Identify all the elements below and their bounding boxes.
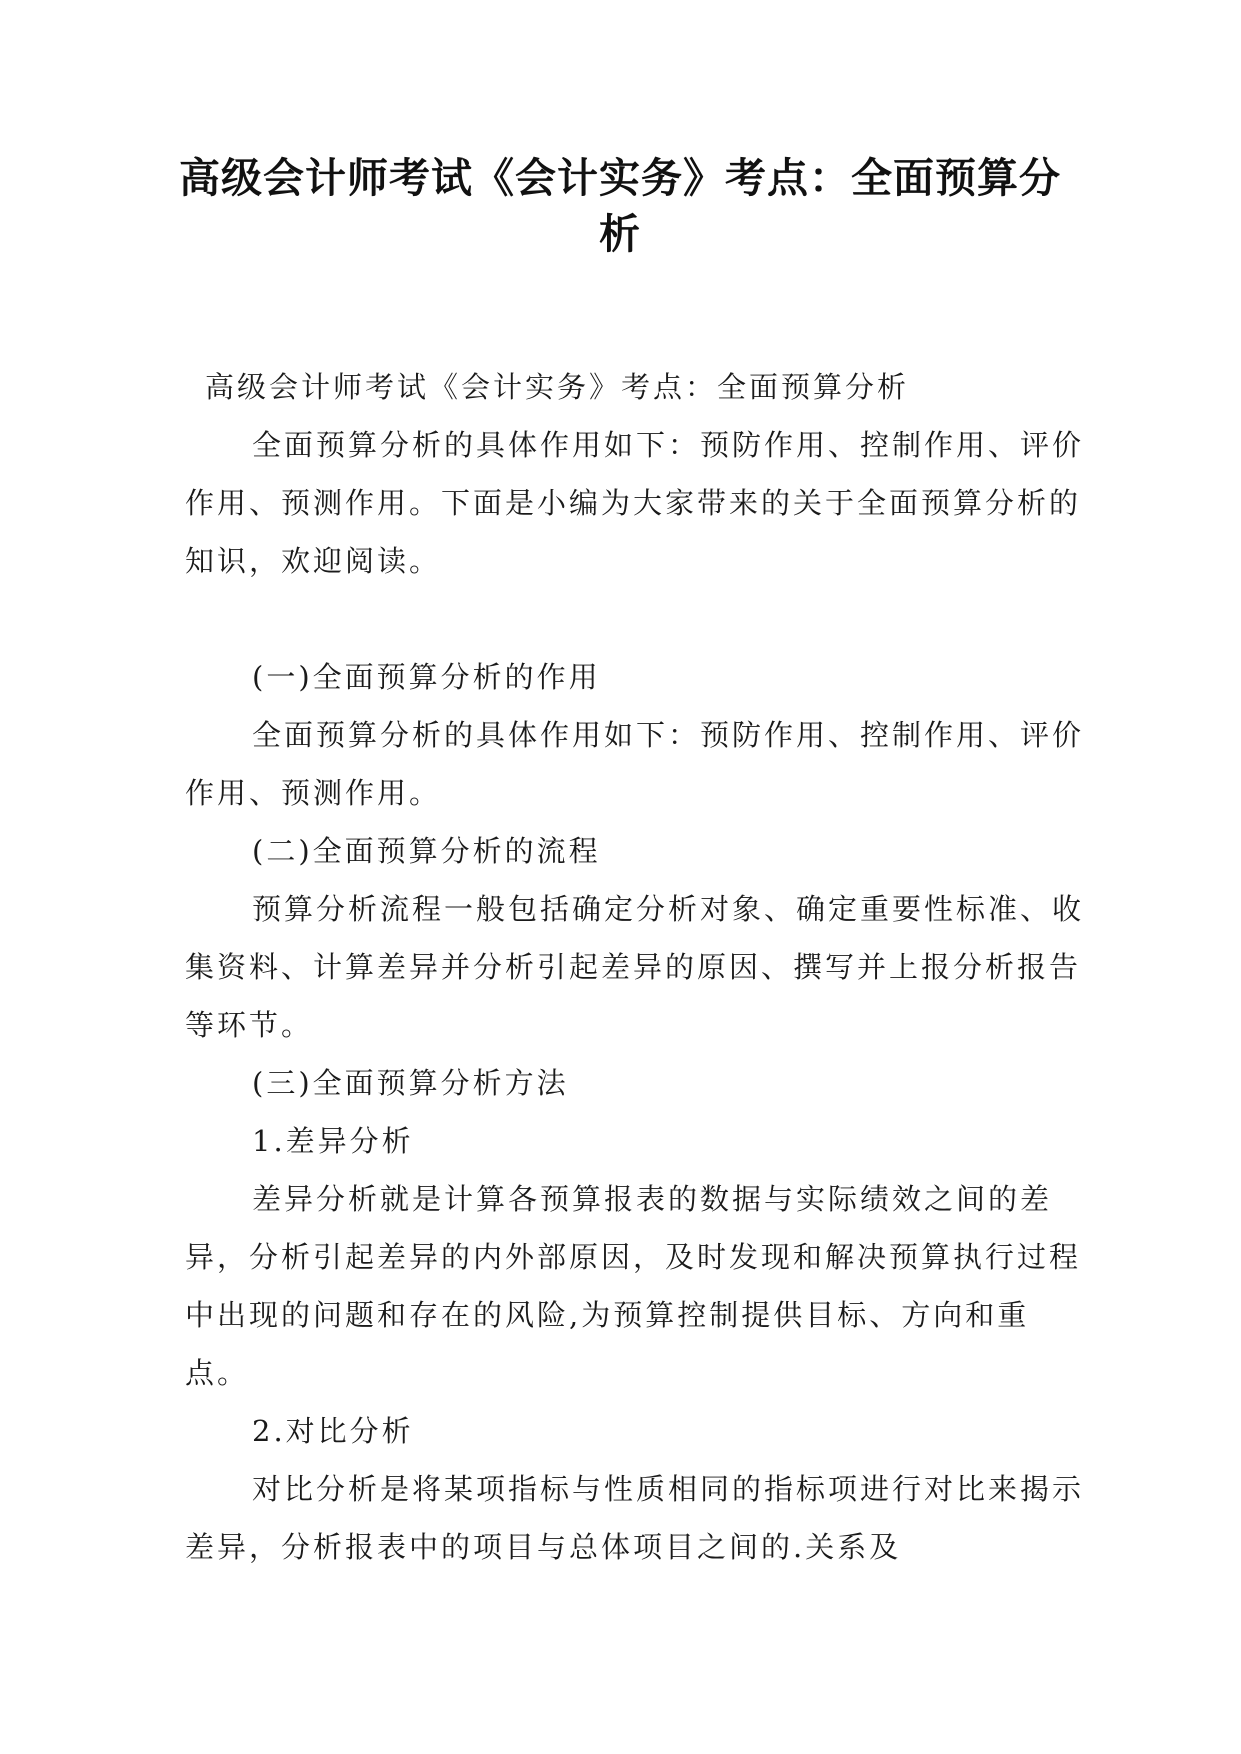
section-heading-role: (一)全面预算分析的作用 bbox=[252, 660, 601, 694]
subtitle-paragraph: 高级会计师考试《会计实务》考点：全面预算分析 bbox=[205, 370, 910, 404]
document-title: 高级会计师考试《会计实务》考点：全面预算分析 bbox=[179, 154, 1061, 258]
subsection-heading-variance: 1.差异分析 bbox=[252, 1124, 414, 1158]
section-heading-process: (二)全面预算分析的流程 bbox=[252, 834, 601, 868]
comparison-paragraph: 对比分析是将某项指标与性质相同的指标项进行对比来揭示差异，分析报表中的项目与总体项目之间的.关系及 bbox=[185, 1472, 1085, 1564]
role-paragraph: 全面预算分析的具体作用如下：预防作用、控制作用、评价作用、预测作用。 bbox=[185, 718, 1085, 810]
document-body bbox=[185, 358, 1085, 1576]
process-paragraph: 预算分析流程一般包括确定分析对象、确定重要性标准、收集资料、计算差异并分析引起差异的原因、撰写并上报分析报告等环节。 bbox=[185, 892, 1085, 1042]
section-heading-methods: (三)全面预算分析方法 bbox=[252, 1066, 569, 1100]
variance-paragraph: 差异分析就是计算各预算报表的数据与实际绩效之间的差异，分析引起差异的内外部原因，及时发现和解决预算执行过程中出现的问题和存在的风险,为预算控制提供目标、方向和重点。 bbox=[185, 1182, 1082, 1390]
intro-paragraph: 全面预算分析的具体作用如下：预防作用、控制作用、评价作用、预测作用。下面是小编为大家带来的关于全面预算分析的知识，欢迎阅读。 bbox=[185, 428, 1085, 578]
subsection-heading-comparison: 2.对比分析 bbox=[252, 1414, 414, 1448]
